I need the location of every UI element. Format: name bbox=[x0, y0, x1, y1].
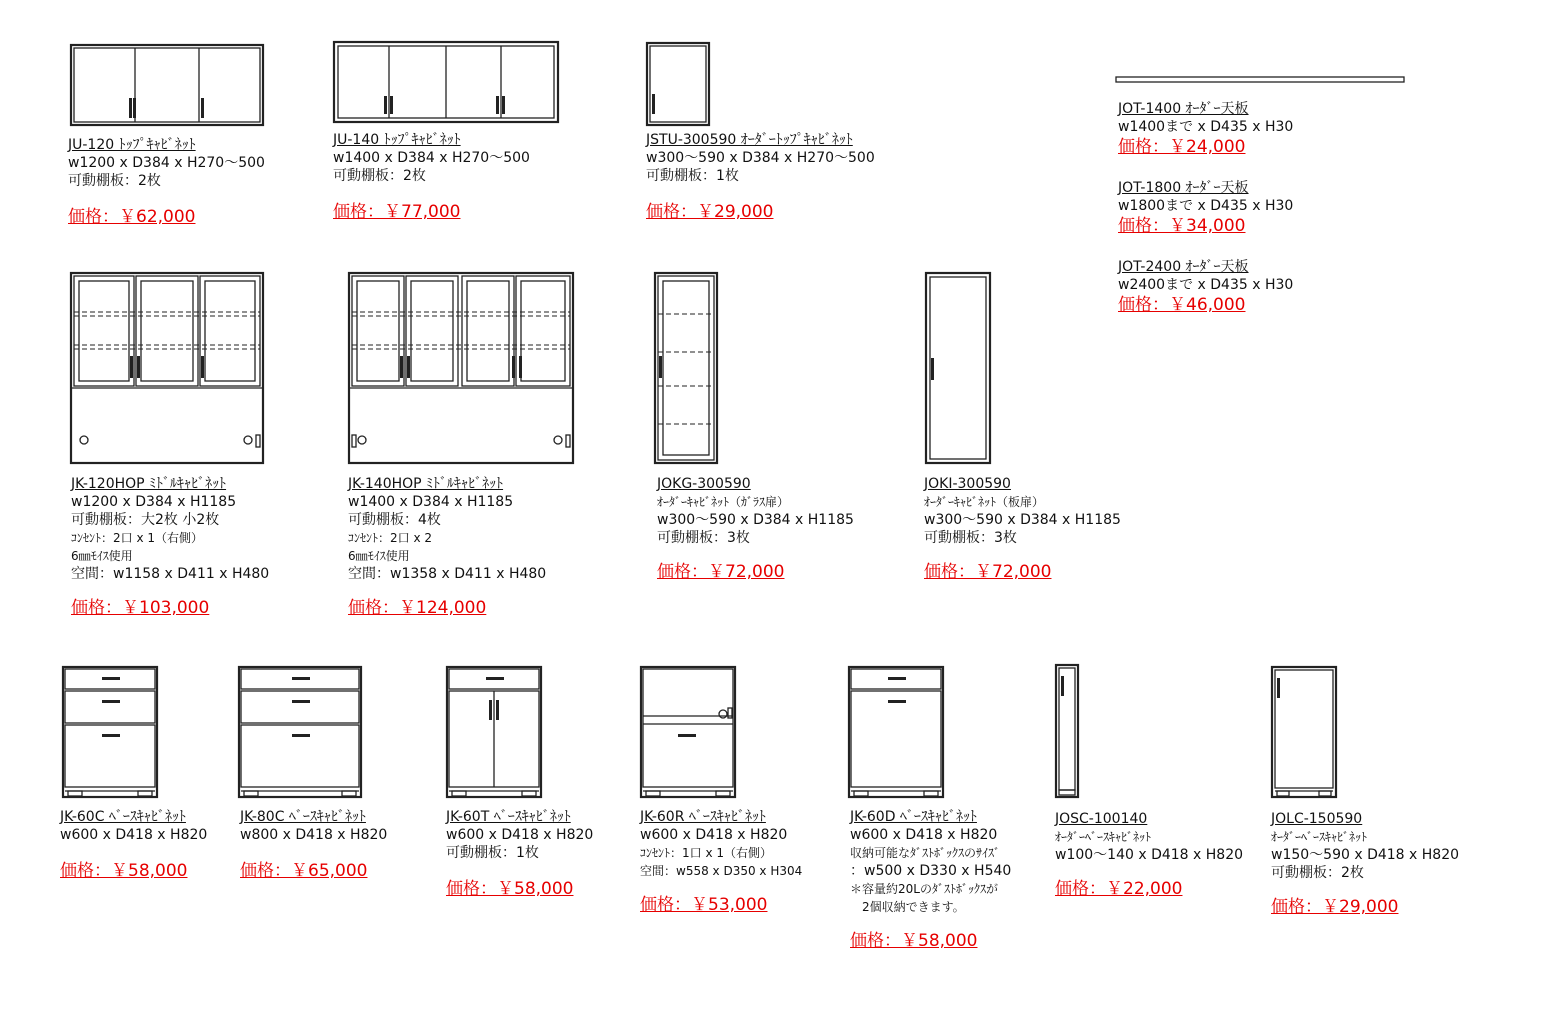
product-price: 価格：￥72,000 bbox=[657, 562, 785, 582]
product-jk140hop bbox=[348, 475, 546, 619]
product-jk60d bbox=[850, 808, 1011, 952]
product-name: JSTU-300590 ｵｰﾀﾞｰﾄｯﾌﾟｷｬﾋﾞﾈｯﾄ bbox=[646, 132, 853, 148]
product-spec: w1400 x D384 x H1185 bbox=[348, 494, 514, 510]
product-price: 価格：￥34,000 bbox=[1118, 216, 1246, 236]
jk60r-drawing bbox=[640, 666, 738, 800]
product-spec: w600 x D418 x H820 bbox=[640, 827, 788, 843]
product-price: 価格：￥24,000 bbox=[1118, 137, 1246, 157]
product-price: 価格：￥62,000 bbox=[68, 207, 196, 227]
product-price: 価格：￥124,000 bbox=[348, 598, 487, 618]
ju120-drawing bbox=[70, 44, 266, 128]
product-name: JK-60T ﾍﾞｰｽｷｬﾋﾞﾈｯﾄ bbox=[446, 809, 571, 825]
jk80c-drawing bbox=[238, 666, 364, 800]
product-name: JU-120 ﾄｯﾌﾟｷｬﾋﾞﾈｯﾄ bbox=[68, 137, 196, 153]
product-spec: 可動棚板：3枚 bbox=[657, 530, 750, 546]
product-spec: ｵｰﾀﾞｰﾍﾞｰｽｷｬﾋﾞﾈｯﾄ bbox=[1271, 830, 1368, 844]
josc-drawing bbox=[1055, 664, 1081, 800]
product-spec: 可動棚板：3枚 bbox=[924, 530, 1017, 546]
product-jstu bbox=[646, 131, 875, 223]
product-name: JK-60C ﾍﾞｰｽｷｬﾋﾞﾈｯﾄ bbox=[60, 809, 186, 825]
product-spec: ｵｰﾀﾞｰﾍﾞｰｽｷｬﾋﾞﾈｯﾄ bbox=[1055, 830, 1152, 844]
product-spec: 6㎜ﾓｲｽ使用 bbox=[71, 549, 133, 563]
product-spec: w150～590 x D418 x H820 bbox=[1271, 847, 1460, 863]
product-jk60t bbox=[446, 808, 593, 900]
jk140hop-drawing bbox=[348, 272, 576, 466]
product-ju140 bbox=[333, 131, 530, 223]
jokg-drawing bbox=[654, 272, 720, 466]
product-price: 価格：￥29,000 bbox=[1271, 897, 1399, 917]
product-spec: ｺﾝｾﾝﾄ：2口 x 1（右側） bbox=[71, 531, 204, 545]
product-spec: w1200 x D384 x H270～500 bbox=[68, 155, 265, 171]
product-jk60r bbox=[640, 808, 802, 916]
product-jot2400 bbox=[1118, 258, 1293, 316]
product-spec: w300～590 x D384 x H1185 bbox=[657, 512, 854, 528]
product-jk120hop bbox=[71, 475, 269, 619]
product-price: 価格：￥58,000 bbox=[60, 861, 188, 881]
product-jokg bbox=[657, 475, 854, 583]
product-name: JOLC-150590 bbox=[1271, 811, 1363, 827]
product-jolc bbox=[1271, 810, 1459, 918]
product-price: 価格：￥103,000 bbox=[71, 598, 210, 618]
product-spec: w600 x D418 x H820 bbox=[60, 827, 208, 843]
product-price: 価格：￥22,000 bbox=[1055, 879, 1183, 899]
jk60c-drawing bbox=[62, 666, 160, 800]
product-spec: 可動棚板：4枚 bbox=[348, 512, 441, 528]
product-spec: ：w500 x D330 x H540 bbox=[850, 863, 1012, 879]
joki-drawing bbox=[925, 272, 993, 466]
product-jk80c bbox=[240, 808, 387, 882]
product-price: 価格：￥46,000 bbox=[1118, 295, 1246, 315]
ju140-drawing bbox=[333, 41, 561, 125]
product-spec: w1200 x D384 x H1185 bbox=[71, 494, 237, 510]
product-name: JOT-1400 ｵｰﾀﾞｰ天板 bbox=[1118, 101, 1249, 117]
product-price: 価格：￥29,000 bbox=[646, 202, 774, 222]
jk60t-drawing bbox=[446, 666, 544, 800]
product-name: JU-140 ﾄｯﾌﾟｷｬﾋﾞﾈｯﾄ bbox=[333, 132, 461, 148]
product-spec: 可動棚板：1枚 bbox=[646, 168, 739, 184]
product-josc bbox=[1055, 810, 1243, 900]
product-spec: w300～590 x D384 x H270～500 bbox=[646, 150, 875, 166]
product-spec: 収納可能なﾀﾞｽﾄﾎﾞｯｸｽのｻｲｽﾞ bbox=[850, 846, 1001, 860]
product-spec: w800 x D418 x H820 bbox=[240, 827, 388, 843]
jstu-drawing bbox=[646, 42, 712, 128]
jk60d-drawing bbox=[848, 666, 946, 800]
product-spec: 空間：w1358 x D411 x H480 bbox=[348, 566, 547, 582]
product-spec: 可動棚板：2枚 bbox=[333, 168, 426, 184]
product-name: JOT-1800 ｵｰﾀﾞｰ天板 bbox=[1118, 180, 1249, 196]
product-spec: w2400まで x D435 x H30 bbox=[1118, 277, 1294, 293]
product-jot1400 bbox=[1118, 100, 1293, 158]
product-spec: ＊容量約20Lのﾀﾞｽﾄﾎﾞｯｸｽが bbox=[850, 882, 998, 896]
jot-drawing bbox=[1115, 76, 1407, 84]
product-spec: w1400まで x D435 x H30 bbox=[1118, 119, 1294, 135]
product-price: 価格：￥77,000 bbox=[333, 202, 461, 222]
product-spec: w1400 x D384 x H270～500 bbox=[333, 150, 530, 166]
product-jk60c bbox=[60, 808, 207, 882]
product-ju120 bbox=[68, 136, 265, 228]
product-name: JK-140HOP ﾐﾄﾞﾙｷｬﾋﾞﾈｯﾄ bbox=[348, 476, 504, 492]
product-spec: ｺﾝｾﾝﾄ：2口 x 2 bbox=[348, 531, 433, 545]
product-spec: w300～590 x D384 x H1185 bbox=[924, 512, 1121, 528]
product-name: JOT-2400 ｵｰﾀﾞｰ天板 bbox=[1118, 259, 1249, 275]
product-price: 価格：￥65,000 bbox=[240, 861, 368, 881]
product-price: 価格：￥58,000 bbox=[446, 879, 574, 899]
product-name: JOKG-300590 bbox=[657, 476, 751, 492]
jk120hop-drawing bbox=[70, 272, 266, 466]
product-name: JK-60R ﾍﾞｰｽｷｬﾋﾞﾈｯﾄ bbox=[640, 809, 766, 825]
product-spec: 可動棚板：1枚 bbox=[446, 845, 539, 861]
product-spec: w600 x D418 x H820 bbox=[850, 827, 998, 843]
product-spec: 可動棚板：大2枚 小2枚 bbox=[71, 512, 220, 528]
product-spec: w600 x D418 x H820 bbox=[446, 827, 594, 843]
product-spec: 可動棚板：2枚 bbox=[68, 173, 161, 189]
product-spec: 空間：w558 x D350 x H304 bbox=[640, 864, 803, 878]
product-spec: 可動棚板：2枚 bbox=[1271, 865, 1364, 881]
product-spec: 空間：w1158 x D411 x H480 bbox=[71, 566, 270, 582]
product-name: JOSC-100140 bbox=[1055, 811, 1148, 827]
product-name: JK-60D ﾍﾞｰｽｷｬﾋﾞﾈｯﾄ bbox=[850, 809, 977, 825]
product-spec: 2個収納できます。 bbox=[850, 900, 965, 914]
product-spec: w100～140 x D418 x H820 bbox=[1055, 847, 1244, 863]
product-name: JOKI-300590 bbox=[924, 476, 1011, 492]
product-joki bbox=[924, 475, 1121, 583]
product-price: 価格：￥72,000 bbox=[924, 562, 1052, 582]
product-spec: ｵｰﾀﾞｰｷｬﾋﾞﾈｯﾄ（ｶﾞﾗｽ扉） bbox=[657, 495, 790, 509]
jolc-drawing bbox=[1271, 666, 1339, 800]
product-spec: ｵｰﾀﾞｰｷｬﾋﾞﾈｯﾄ（板扉） bbox=[924, 495, 1045, 509]
product-spec: w1800まで x D435 x H30 bbox=[1118, 198, 1294, 214]
product-spec: 6㎜ﾓｲｽ使用 bbox=[348, 549, 410, 563]
product-spec: ｺﾝｾﾝﾄ：1口 x 1（右側） bbox=[640, 846, 773, 860]
product-jot1800 bbox=[1118, 179, 1293, 237]
product-name: JK-120HOP ﾐﾄﾞﾙｷｬﾋﾞﾈｯﾄ bbox=[71, 476, 227, 492]
product-price: 価格：￥58,000 bbox=[850, 931, 978, 951]
product-name: JK-80C ﾍﾞｰｽｷｬﾋﾞﾈｯﾄ bbox=[240, 809, 366, 825]
product-price: 価格：￥53,000 bbox=[640, 895, 768, 915]
